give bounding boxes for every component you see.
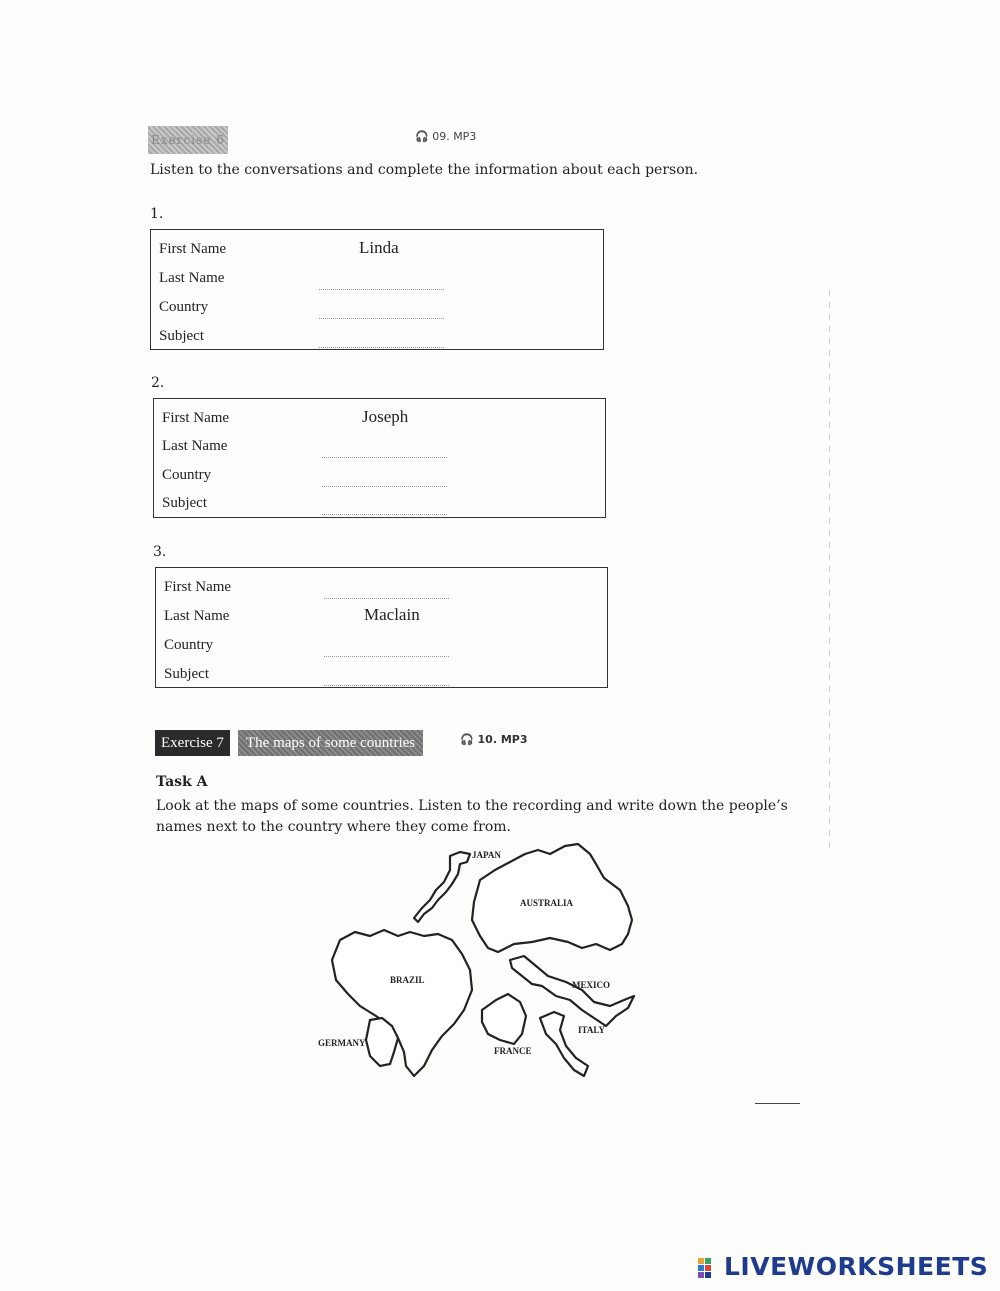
last-name-label: Last Name [162,438,228,454]
map-label-italy: ITALY [578,1025,606,1035]
country-label: Country [159,299,209,315]
first-name-label: First Name [162,410,230,426]
task-heading: Task A [156,774,208,790]
japan-shape [414,852,470,922]
last-name-label: Last Name [159,270,225,286]
person-card-1 [150,229,604,350]
map-label-mexico: MEXICO [572,980,610,990]
brazil-shape [332,930,472,1076]
item-number: 2. [151,375,165,391]
subject-field[interactable] [324,671,449,686]
footer-line [755,1103,800,1104]
country-label: Country [164,637,214,653]
map-label-brazil: BRAZIL [390,975,425,985]
exercise7-label: Exercise 7 [155,730,230,756]
country-field[interactable] [322,472,447,487]
brand-wordmark: LIVEWORKSHEETS [724,1252,989,1281]
exercise-badge: Exercise 6 [148,126,228,154]
first-name-label: First Name [159,241,227,257]
mexico-shape [510,956,634,1026]
headphones-icon: 🎧 [415,130,433,143]
last-name-field[interactable] [322,443,447,458]
country-field[interactable] [319,304,444,319]
last-name-answer: Maclain [364,605,420,624]
last-name-label: Last Name [164,608,230,624]
liveworksheets-logo-icon [698,1258,720,1278]
subject-label: Subject [164,666,209,682]
first-name-answer: Linda [359,238,399,257]
audio-reference: 🎧 09. MP3 [415,130,477,143]
first-name-field[interactable] [324,584,449,599]
page-edge-line [829,290,830,850]
item-number: 3. [153,544,167,560]
italy-shape [540,1012,588,1076]
country-label: Country [162,467,212,483]
france-shape [482,994,526,1044]
first-name-label: First Name [164,579,232,595]
map-label-australia: AUSTRALIA [520,898,574,908]
headphones-icon: 🎧 [460,733,478,746]
task-instruction: Look at the maps of some countries. Listen to the recording and write down the people’s names next to the country where they come from. [156,798,788,835]
first-name-answer: Joseph [362,407,409,426]
map-label-france: FRANCE [494,1046,532,1056]
subject-label: Subject [162,495,207,511]
countries-map [310,840,650,1090]
exercise7-title: The maps of some countries [238,730,423,756]
map-label-germany: GERMANY [318,1038,366,1048]
last-name-field[interactable] [319,275,444,290]
subject-label: Subject [159,328,204,344]
map-label-japan: JAPAN [472,850,501,860]
item-number: 1. [150,206,164,222]
country-field[interactable] [324,642,449,657]
subject-field[interactable] [319,333,444,348]
instruction-text: Listen to the conversations and complete the information about each person. [150,162,699,178]
audio-reference: 🎧 10. MP3 [460,733,528,746]
person-card-2 [153,398,606,518]
person-card-3 [155,567,608,688]
subject-field[interactable] [322,500,447,515]
